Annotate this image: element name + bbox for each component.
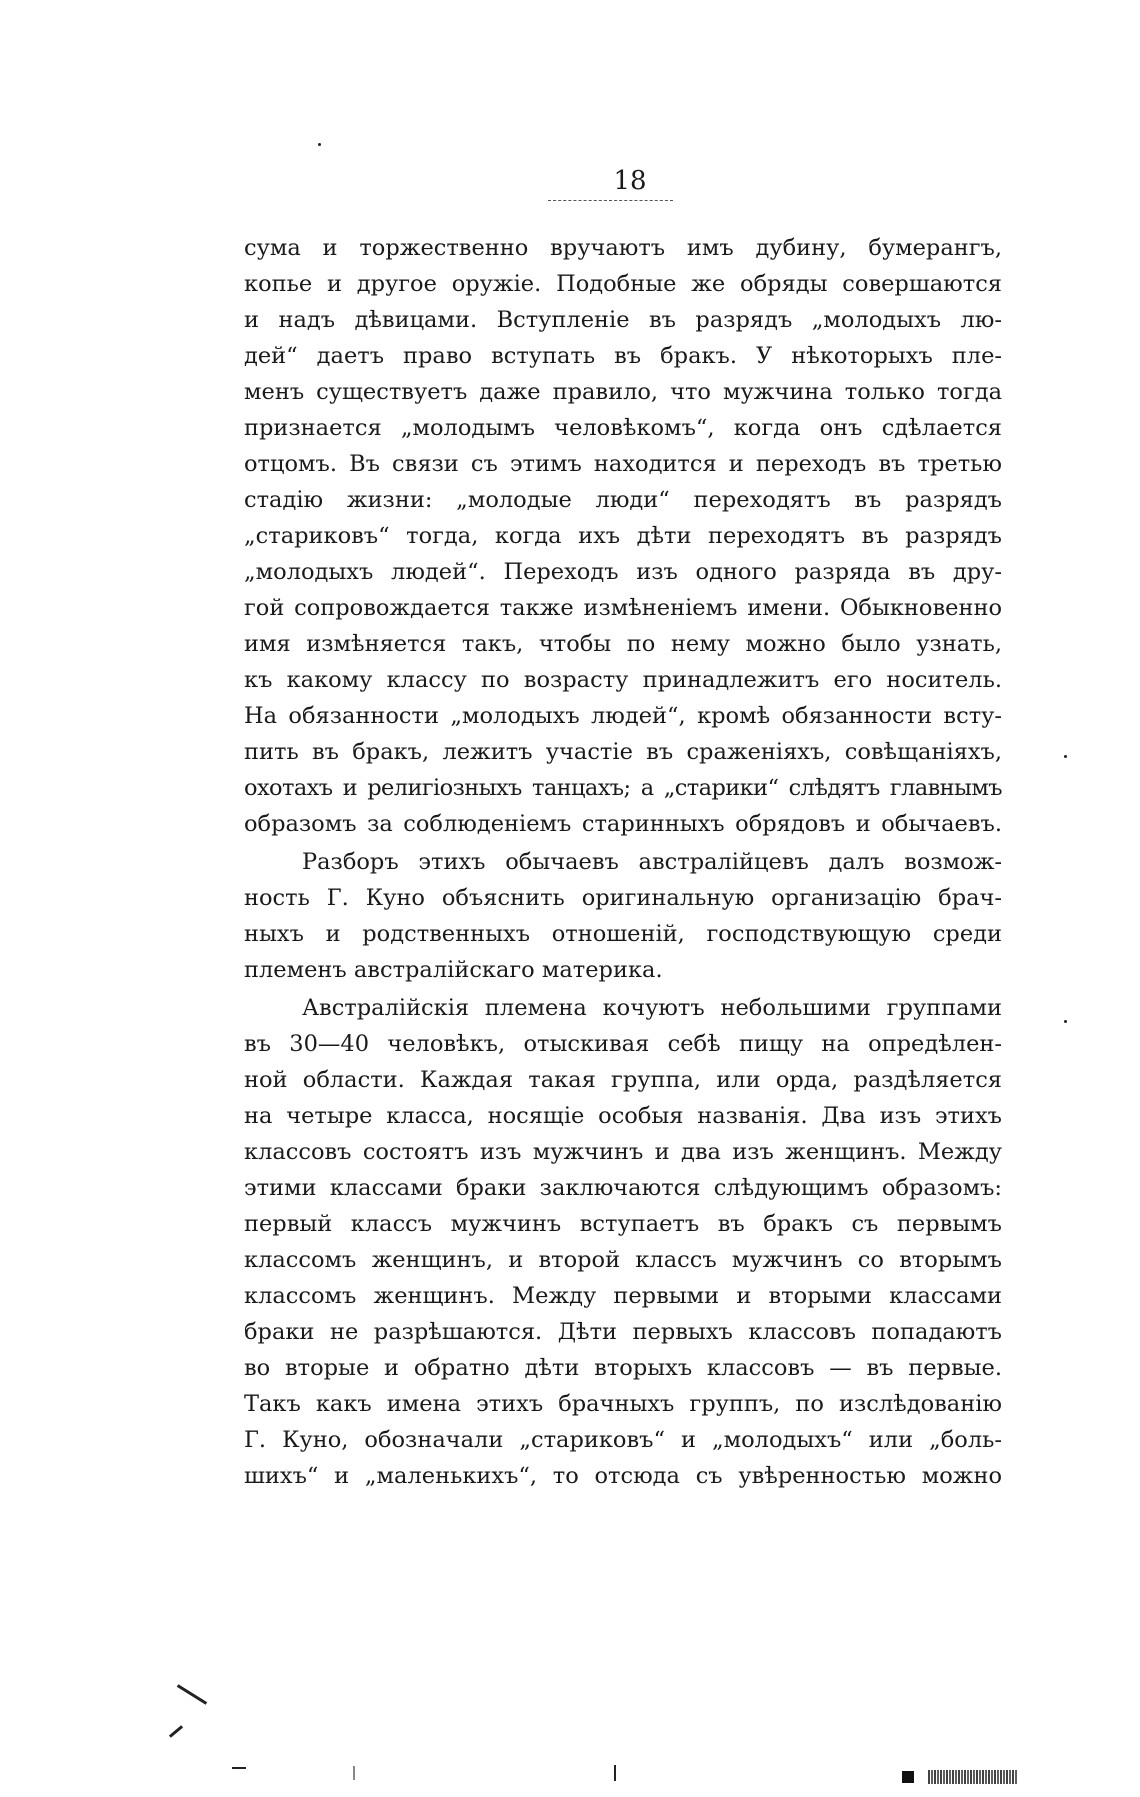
- text-line: стадію жизни: „молодые люди“ переходятъ въ разрядъ: [244, 487, 1002, 513]
- text-line: охотахъ и религіозныхъ танцахъ; а „старики“ слѣдятъ главнымъ: [244, 775, 1002, 801]
- text-line: „молодыхъ людей“. Переходъ изъ одного разряда въ дру-: [244, 559, 1002, 585]
- text-line: классомъ женщинъ, и второй классъ мужчинъ со вторымъ: [244, 1247, 1002, 1273]
- scan-smudge: [169, 1725, 183, 1738]
- text-line: этими классами браки заключаются слѣдующимъ образомъ:: [244, 1175, 1002, 1201]
- text-line: На обязанности „молодыхъ людей“, кромѣ обязанности всту-: [244, 703, 1002, 729]
- text-line: и надъ дѣвицами. Вступленіе въ разрядъ „молодыхъ лю-: [244, 307, 1002, 333]
- text-line: браки не разрѣшаются. Дѣти первыхъ классовъ попадаютъ: [244, 1319, 1002, 1345]
- text-line: пить въ бракъ, лежитъ участіе въ сраженіяхъ, совѣщаніяхъ,: [244, 739, 1002, 765]
- text-line: сума и торжественно вручаютъ имъ дубину, бумерангъ,: [244, 235, 1002, 261]
- text-line: племенъ австралійскаго материка.: [244, 957, 663, 983]
- text-line: образомъ за соблюденіемъ старинныхъ обрядовъ и обычаевъ.: [244, 811, 1002, 837]
- scan-speck: [1064, 755, 1067, 758]
- scan-calibration-bar: [902, 1770, 1018, 1784]
- page-number: 18: [613, 166, 647, 196]
- text-line: дей“ даетъ право вступать въ бракъ. У нѣкоторыхъ пле-: [244, 343, 1002, 369]
- text-line: „стариковъ“ тогда, когда ихъ дѣти переходятъ въ разрядъ: [244, 523, 1002, 549]
- text-line: шихъ“ и „маленькихъ“, то отсюда съ увѣренностью можно: [244, 1463, 1002, 1489]
- text-line: къ какому классу по возрасту принадлежитъ его носитель.: [244, 667, 1002, 693]
- text-line: классомъ женщинъ. Между первыми и вторыми классами: [244, 1283, 1002, 1309]
- text-line: классовъ состоятъ изъ мужчинъ и два изъ женщинъ. Между: [244, 1139, 1002, 1165]
- text-line: первый классъ мужчинъ вступаетъ въ бракъ съ первымъ: [244, 1211, 1002, 1237]
- text-line: отцомъ. Въ связи съ этимъ находится и переходъ въ третью: [244, 451, 1002, 477]
- text-line: копье и другое оружіе. Подобные же обряды совершаются: [244, 271, 1002, 297]
- text-line: на четыре класса, носящіе особыя названія. Два изъ этихъ: [244, 1103, 1002, 1129]
- scan-speck: [318, 143, 321, 146]
- page-number-rule: [548, 200, 673, 201]
- text-line: во вторые и обратно дѣти вторыхъ классовъ — въ первые.: [244, 1355, 1002, 1381]
- text-line: Г. Куно, обозначали „стариковъ“ и „молодыхъ“ или „боль-: [244, 1427, 1002, 1453]
- text-line: имя измѣняется такъ, чтобы по нему можно было узнать,: [244, 631, 1002, 657]
- scan-smudge: [232, 1767, 246, 1769]
- text-line: Разборъ этихъ обычаевъ австралійцевъ далъ возмож-: [302, 849, 1002, 875]
- text-line: ныхъ и родственныхъ отношеній, господствующую среди: [244, 921, 1002, 947]
- scan-speck: [1064, 1020, 1067, 1023]
- scan-smudge: [177, 1684, 207, 1705]
- text-line: Австралійскія племена кочуютъ небольшими группами: [302, 995, 1002, 1021]
- text-line: ность Г. Куно объяснить оригинальную организацію брач-: [244, 885, 1002, 911]
- text-line: ной области. Каждая такая группа, или орда, раздѣляется: [244, 1067, 1002, 1093]
- scan-smudge: [614, 1765, 616, 1781]
- text-line: въ 30—40 человѣкъ, отыскивая себѣ пищу на опредѣлен-: [244, 1031, 1002, 1057]
- text-line: гой сопровождается также измѣненіемъ имени. Обыкновенно: [244, 595, 1002, 621]
- text-line: признается „молодымъ человѣкомъ“, когда онъ сдѣлается: [244, 415, 1002, 441]
- text-line: менъ существуетъ даже правило, что мужчина только тогда: [244, 379, 1002, 405]
- text-line: Такъ какъ имена этихъ брачныхъ группъ, по изслѣдованію: [244, 1391, 1002, 1417]
- scan-smudge: [353, 1766, 355, 1780]
